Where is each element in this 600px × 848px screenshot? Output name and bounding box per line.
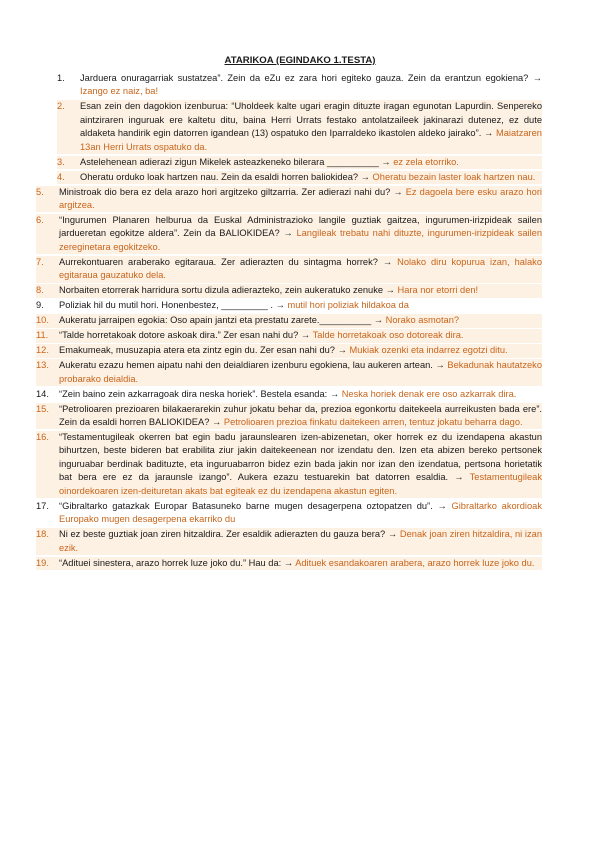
- arrow-icon: →: [454, 472, 464, 483]
- question-body: [36, 388, 542, 401]
- question-text: “Zein baino zein azkarragoak dira neska horiek”. Bestela esanda:: [59, 388, 328, 399]
- question-text: Jarduera onuragarriak sustatzea”. Zein da eZu ez zara hori egiteko gauza. Zein da erantzun egokiena?: [80, 73, 529, 83]
- arrow-icon: →: [483, 128, 494, 139]
- question-text: Aurrekontuaren araberako egitaraua. Zer adierazten du sintagma horrek?: [59, 256, 378, 267]
- question-number: 4.: [57, 171, 65, 182]
- answer-text: Izango ez naiz, ba!: [80, 86, 159, 97]
- question-item: [36, 171, 542, 184]
- answer-text: Maiatzaren 13an Herri Urrats ospatuko da.: [80, 128, 542, 152]
- arrow-icon: →: [435, 360, 445, 371]
- arrow-icon: →: [329, 388, 340, 399]
- answer-text: Mukiak ozenki eta indarrez egotzi ditu.: [349, 345, 508, 356]
- question-number: 8.: [36, 285, 44, 296]
- question-item: [36, 329, 542, 342]
- question-text: Norbaiten etorrerak harridura sortu dizula adierazteko, zein aukeratuko zenuke: [59, 285, 384, 296]
- arrow-icon: →: [437, 500, 447, 511]
- arrow-icon: →: [275, 300, 285, 311]
- arrow-icon: →: [300, 330, 311, 341]
- question-item: [36, 500, 542, 527]
- question-text: Aukeratu ezazu hemen aipatu nahi den deialdiaren izenburu egokiena, lau aukeren artean.: [59, 360, 433, 371]
- question-text: Astelehenean adierazi zigun Mikelek asteazkeneko bilerara __________: [80, 156, 379, 167]
- answer-text: Langileak trebatu nahi dituzte, ingurumen-irizpideak sailen zereginetara egokitzeko.: [59, 228, 542, 252]
- question-text: Ni ez beste guztiak joan ziren hitzaldira. Zer esaldik adierazten du gauza bera?: [59, 529, 386, 540]
- question-number: 6.: [36, 215, 44, 226]
- question-number: 14.: [36, 388, 49, 399]
- arrow-icon: →: [211, 417, 222, 428]
- answer-text: Neska horiek denak ere oso azkarrak dira.: [341, 388, 517, 399]
- question-item: [36, 344, 542, 357]
- question-item: [36, 388, 542, 401]
- question-text: Ministroak dio bera ez dela arazo hori argitzeko giltzarria. Zer adierazi nahi du?: [59, 186, 391, 197]
- question-item: [36, 299, 542, 312]
- arrow-icon: →: [283, 557, 294, 568]
- arrow-icon: →: [381, 156, 391, 167]
- question-item: [36, 214, 542, 254]
- question-text: Poliziak hil du mutil hori. Honenbestez, _________ .: [59, 300, 273, 311]
- question-number: 17.: [36, 500, 49, 511]
- answer-text: Gibraltarko akordioak Europako mugen desagerpena ekarriko du: [59, 500, 542, 525]
- question-body: [36, 344, 542, 357]
- question-item: [36, 186, 542, 213]
- arrow-icon: →: [360, 171, 370, 182]
- question-text: “Petrolioaren prezioaren bilakaerarekin zuhur jokatu behar da, prezioa egonkortu daitekeela aurreikusten bada ere”. Zein da esaldi horren BALIOKIDEA?: [59, 403, 542, 428]
- question-body: [36, 156, 542, 169]
- question-body: [36, 171, 542, 184]
- question-number: 13.: [36, 360, 49, 371]
- question-item: [36, 156, 542, 169]
- question-item: [36, 314, 542, 327]
- answer-text: mutil hori poliziak hildakoa da: [287, 300, 409, 311]
- question-text: Emakumeak, musuzapia atera eta zintz egin du. Zer esan nahi du?: [59, 345, 335, 356]
- question-number: 10.: [36, 315, 49, 326]
- arrow-icon: →: [387, 529, 398, 540]
- question-number: 7.: [36, 256, 44, 267]
- answer-text: Norako asmotan?: [385, 315, 460, 326]
- question-number: 18.: [36, 529, 49, 540]
- question-number: 9.: [36, 300, 44, 311]
- question-item: [36, 557, 542, 570]
- question-text: “Testamentugileak okerren bat egin badu jaraunslearen izen-abizenetan, oker horrek ez du izendapena akastun bihurtzen, beste bideren bat erabilita ziur jakin daitekeenean nor izendatu den. Izen eta abizen bereko pertsonek inguruabar berdinak badituzte, eta inguruabarron bidez ezin bada jakin nor izan den izendatua, pertsona horietatik bat bera ere ez da jaraunsle izango”. Aukera ezazu testuarekin bat datorren esaldia.: [59, 432, 542, 483]
- answer-text: Talde horretakoak oso dotoreak dira.: [312, 330, 464, 341]
- question-body: [36, 359, 542, 386]
- question-number: 11.: [36, 330, 49, 341]
- answer-text: ez zela etorriko.: [393, 156, 459, 167]
- answer-text: Ez dagoela bere esku arazo hori argitzea.: [59, 186, 542, 211]
- question-body: [36, 403, 542, 430]
- question-body: [36, 100, 542, 154]
- question-body: [36, 329, 542, 342]
- question-text: Esan zein den dagokion izenburua: “Uholdeek kalte ugari eragin dituzte iragan egunotan Lapurdin. Senpereko aintziraren inguruak ere kaltetu ditu, baina Herri Urrats festako antolatzaileek jakinarazi dutenez, ez dute aldaketa handirik egin datorren igandean (13) ospatuko den Iparraldeko ikastolen aldeko jairako”.: [80, 101, 542, 139]
- answer-text: Hara nor etorri den!: [397, 285, 479, 296]
- arrow-icon: →: [393, 186, 403, 197]
- question-body: [36, 500, 542, 527]
- question-number: 5.: [36, 186, 44, 197]
- document-title: ATARIKOA (EGINDAKO 1.TESTA): [224, 55, 376, 66]
- question-item: [36, 528, 542, 555]
- question-item: [36, 284, 542, 297]
- answer-text: Testamentugileak oinordekoaren izen-deituretan akats bat egiteak ez du izendapena akastun egiten.: [59, 472, 542, 496]
- arrow-icon: →: [382, 256, 393, 267]
- question-text: “Ingurumen Planaren helburua da Euskal Administrazioko langile guztiak gaitzea, ingurumen-irizpideak sailen jardueretan egokitze aldera”. Zein da BALIOKIDEA?: [59, 215, 542, 239]
- answer-text: Denak joan ziren hitzaldira, ni izan ezik.: [59, 529, 542, 553]
- question-item: [36, 256, 542, 283]
- question-text: “Adituei sinestera, arazo horrek luze joko du.” Hau da:: [59, 557, 282, 568]
- question-body: [36, 214, 542, 254]
- question-list: [36, 72, 542, 572]
- arrow-icon: →: [385, 285, 395, 296]
- question-item: [36, 100, 542, 154]
- question-body: [36, 284, 542, 297]
- question-item: [36, 359, 542, 386]
- arrow-icon: →: [373, 315, 384, 326]
- answer-text: Bekadunak hautatzeko probarako deialdia.: [59, 360, 542, 384]
- question-text: “Gibraltarko gatazkak Europar Batasuneko barne mugen desagerpena oztopatzen du”.: [59, 500, 433, 511]
- question-text: Aukeratu jarraipen egokia: Oso apain jantzi eta prestatu zarete.__________: [59, 315, 372, 326]
- question-number: 2.: [57, 101, 65, 112]
- question-number: 3.: [57, 156, 65, 167]
- question-body: [36, 557, 542, 570]
- question-text: “Talde horretakoak dotore askoak dira.” Zer esan nahi du?: [59, 330, 299, 341]
- arrow-icon: →: [283, 228, 293, 239]
- question-item: [36, 431, 542, 498]
- answer-text: Petrolioaren prezioa finkatu daitekeen arren, tentuz jokatu beharra dago.: [223, 417, 523, 428]
- question-body: [36, 431, 542, 498]
- question-item: [36, 72, 542, 99]
- question-body: [36, 186, 542, 213]
- question-number: 12.: [36, 345, 49, 356]
- question-number: 16.: [36, 432, 49, 443]
- question-number: 1.: [57, 73, 65, 83]
- question-body: [36, 72, 542, 99]
- question-body: [36, 528, 542, 555]
- question-body: [36, 256, 542, 283]
- question-body: [36, 314, 542, 327]
- answer-text: Adituek esandakoaren arabera, arazo horrek luze joko du.: [295, 557, 535, 568]
- question-body: [36, 299, 542, 312]
- arrow-icon: →: [337, 345, 347, 356]
- question-item: [36, 403, 542, 430]
- question-number: 15.: [36, 403, 49, 414]
- question-text: Oheratu orduko loak hartzen nau. Zein da esaldi horren baliokidea?: [80, 171, 359, 182]
- question-number: 19.: [36, 557, 49, 568]
- answer-text: Oheratu bezain laster loak hartzen nau.: [372, 171, 536, 182]
- answer-text: Nolako diru kopurua izan, halako egitaraua gauzatuko dela.: [59, 256, 542, 281]
- arrow-icon: →: [532, 73, 542, 83]
